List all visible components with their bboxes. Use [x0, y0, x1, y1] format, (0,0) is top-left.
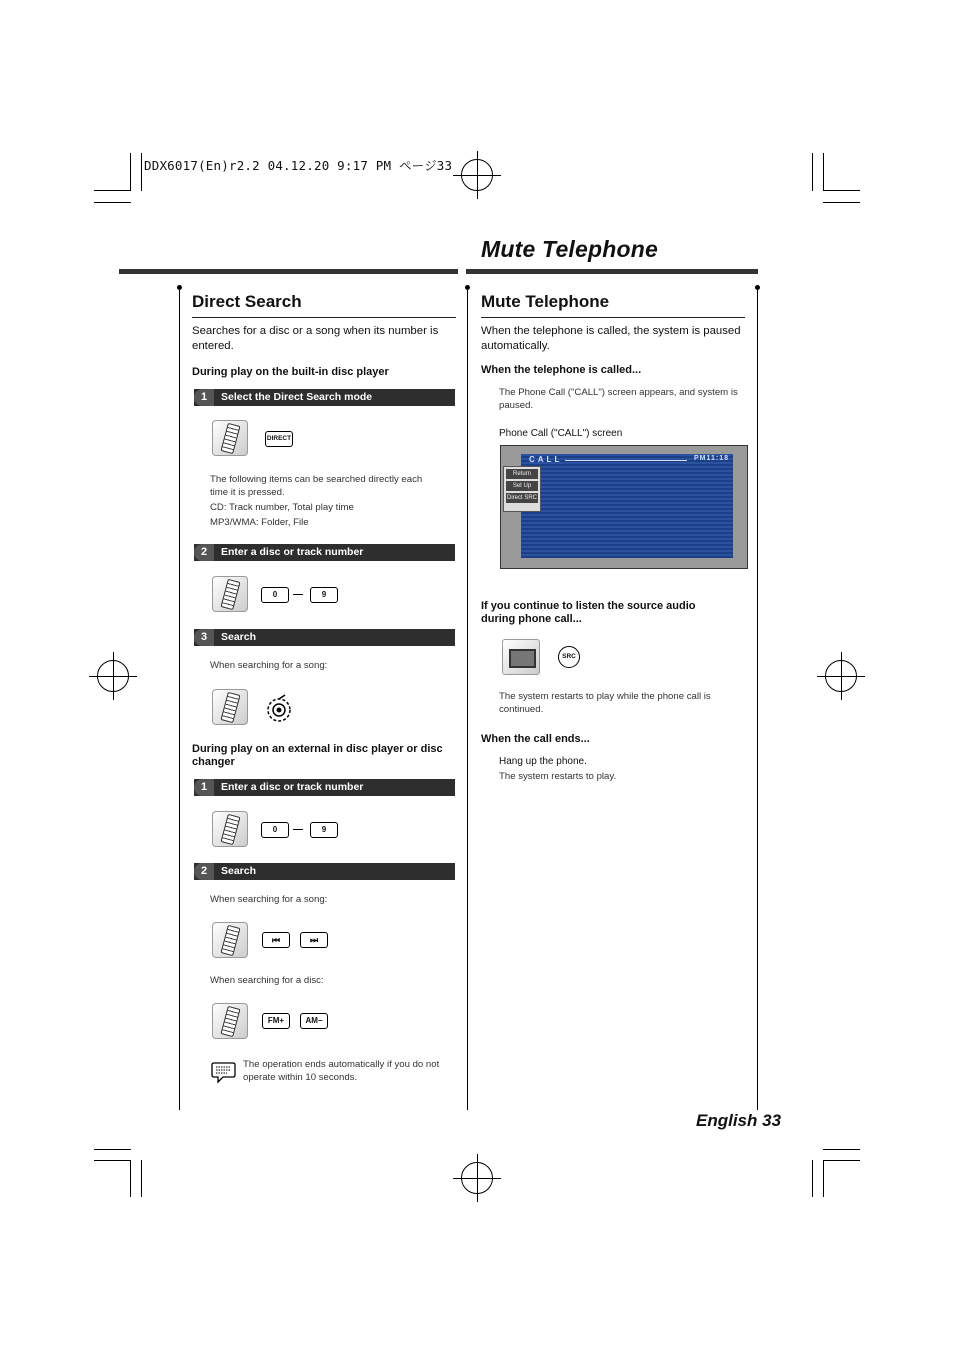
screen-display [521, 454, 733, 558]
called-description: The Phone Call ("CALL") screen appears, and system is paused. [499, 387, 738, 411]
crop-mark [823, 202, 860, 203]
key-9: 9 [310, 822, 338, 838]
screen-caption: Phone Call ("CALL") screen [499, 428, 623, 439]
subheading-external: During play on an external in disc player or disc changer [192, 743, 443, 768]
step-number: 1 [194, 389, 214, 406]
crop-mark [141, 1160, 142, 1197]
setup-button[interactable]: Set Up [506, 481, 538, 491]
column-dot [465, 285, 470, 290]
note-line: The following items can be searched directly each [210, 474, 423, 485]
step-number: 2 [194, 544, 214, 561]
crop-mark [130, 1160, 131, 1197]
page-title: Mute Telephone [481, 236, 659, 262]
subheading-call-ends: When the call ends... [481, 733, 590, 745]
call-screen [500, 445, 748, 569]
remote-control-icon [212, 811, 248, 847]
clock: PM11:18 [693, 455, 729, 462]
monitor-icon [502, 639, 540, 675]
range-dash [293, 829, 303, 830]
joystick-icon [263, 693, 295, 725]
crop-mark [94, 202, 131, 203]
crop-mark [823, 1149, 860, 1150]
subheading-continue: If you continue to listen the source audio during phone call... [481, 600, 696, 625]
step-bar [194, 863, 455, 880]
column-divider [467, 290, 468, 1110]
crop-mark [823, 153, 824, 191]
step-bar [194, 629, 455, 646]
step-label: Select the Direct Search mode [221, 391, 373, 403]
crop-mark [130, 153, 131, 191]
column-divider [757, 290, 758, 1110]
subheading-builtin: During play on the built-in disc player [192, 366, 389, 378]
note-line: CD: Track number, Total play time [210, 502, 354, 513]
crop-mark [823, 190, 860, 191]
step-label: Search [221, 865, 257, 877]
step-bar [194, 779, 455, 796]
crop-mark [94, 1160, 131, 1161]
registration-mark [461, 1162, 493, 1194]
page-number: English 33 [696, 1111, 782, 1130]
crop-mark [812, 153, 813, 191]
src-button: SRC [558, 646, 580, 668]
call-ends-result: The system restarts to play. [499, 771, 617, 782]
next-track-key: ⏭ [300, 932, 328, 948]
step-label: Enter a disc or track number [221, 781, 364, 793]
crop-mark [141, 153, 142, 191]
range-dash [293, 594, 303, 595]
note-icon [211, 1060, 237, 1084]
note-line: MP3/WMA: Folder, File [210, 517, 309, 528]
subheading-called: When the telephone is called... [481, 364, 642, 376]
registration-mark [825, 660, 857, 692]
key-0: 0 [261, 587, 289, 603]
section-underline [481, 317, 745, 318]
section-title-direct-search: Direct Search [192, 292, 302, 311]
screen-menu [503, 466, 541, 512]
column-dot [177, 285, 182, 290]
timeout-note: The operation ends automatically if you do not operate within 10 seconds. [243, 1059, 440, 1083]
note-line: time it is pressed. [210, 487, 285, 498]
crop-mark [94, 190, 131, 191]
screen-header-line [565, 460, 687, 461]
intro-text: Searches for a disc or a song when its number is entered. [192, 325, 439, 352]
section-title-mute-telephone: Mute Telephone [481, 292, 610, 311]
title-bar-right [466, 269, 758, 274]
key-0: 0 [261, 822, 289, 838]
crop-mark [94, 1149, 131, 1150]
step-bar [194, 544, 455, 561]
crop-mark [823, 1160, 824, 1197]
step-bar [194, 389, 455, 406]
call-ends-step: Hang up the phone. [499, 756, 587, 767]
instruction-text: When searching for a song: [210, 894, 328, 905]
remote-control-icon [212, 922, 248, 958]
remote-control-icon [212, 420, 248, 456]
title-bar-left [119, 269, 458, 274]
registration-mark [461, 159, 493, 191]
am-minus-key: AM− [300, 1013, 328, 1029]
fm-plus-key: FM+ [262, 1013, 290, 1029]
column-dot [755, 285, 760, 290]
step-number: 3 [194, 629, 214, 646]
step-number: 1 [194, 779, 214, 796]
step-number: 2 [194, 863, 214, 880]
crop-mark [823, 1160, 860, 1161]
remote-control-icon [212, 689, 248, 725]
remote-control-icon [212, 1003, 248, 1039]
instruction-text: When searching for a disc: [210, 975, 324, 986]
key-9: 9 [310, 587, 338, 603]
direct-key: DIRECT [265, 431, 293, 447]
previous-track-key: ⏮ [262, 932, 290, 948]
column-divider [179, 290, 180, 1110]
intro-text: When the telephone is called, the system is paused automatically. [481, 325, 741, 352]
step-label: Search [221, 631, 257, 643]
step-label: Enter a disc or track number [221, 546, 364, 558]
instruction-text: When searching for a song: [210, 660, 328, 671]
remote-control-icon [212, 576, 248, 612]
continue-description: The system restarts to play while the phone call is continued. [499, 691, 711, 715]
print-header: DDX6017(En)r2.2 04.12.20 9:17 PM ページ33 [144, 158, 453, 173]
direct-src-button[interactable]: Direct SRC [506, 495, 537, 501]
return-button[interactable]: Return [506, 469, 538, 479]
call-title: CALL [529, 455, 563, 464]
section-underline [192, 317, 456, 318]
crop-mark [812, 1160, 813, 1197]
registration-mark [97, 660, 129, 692]
